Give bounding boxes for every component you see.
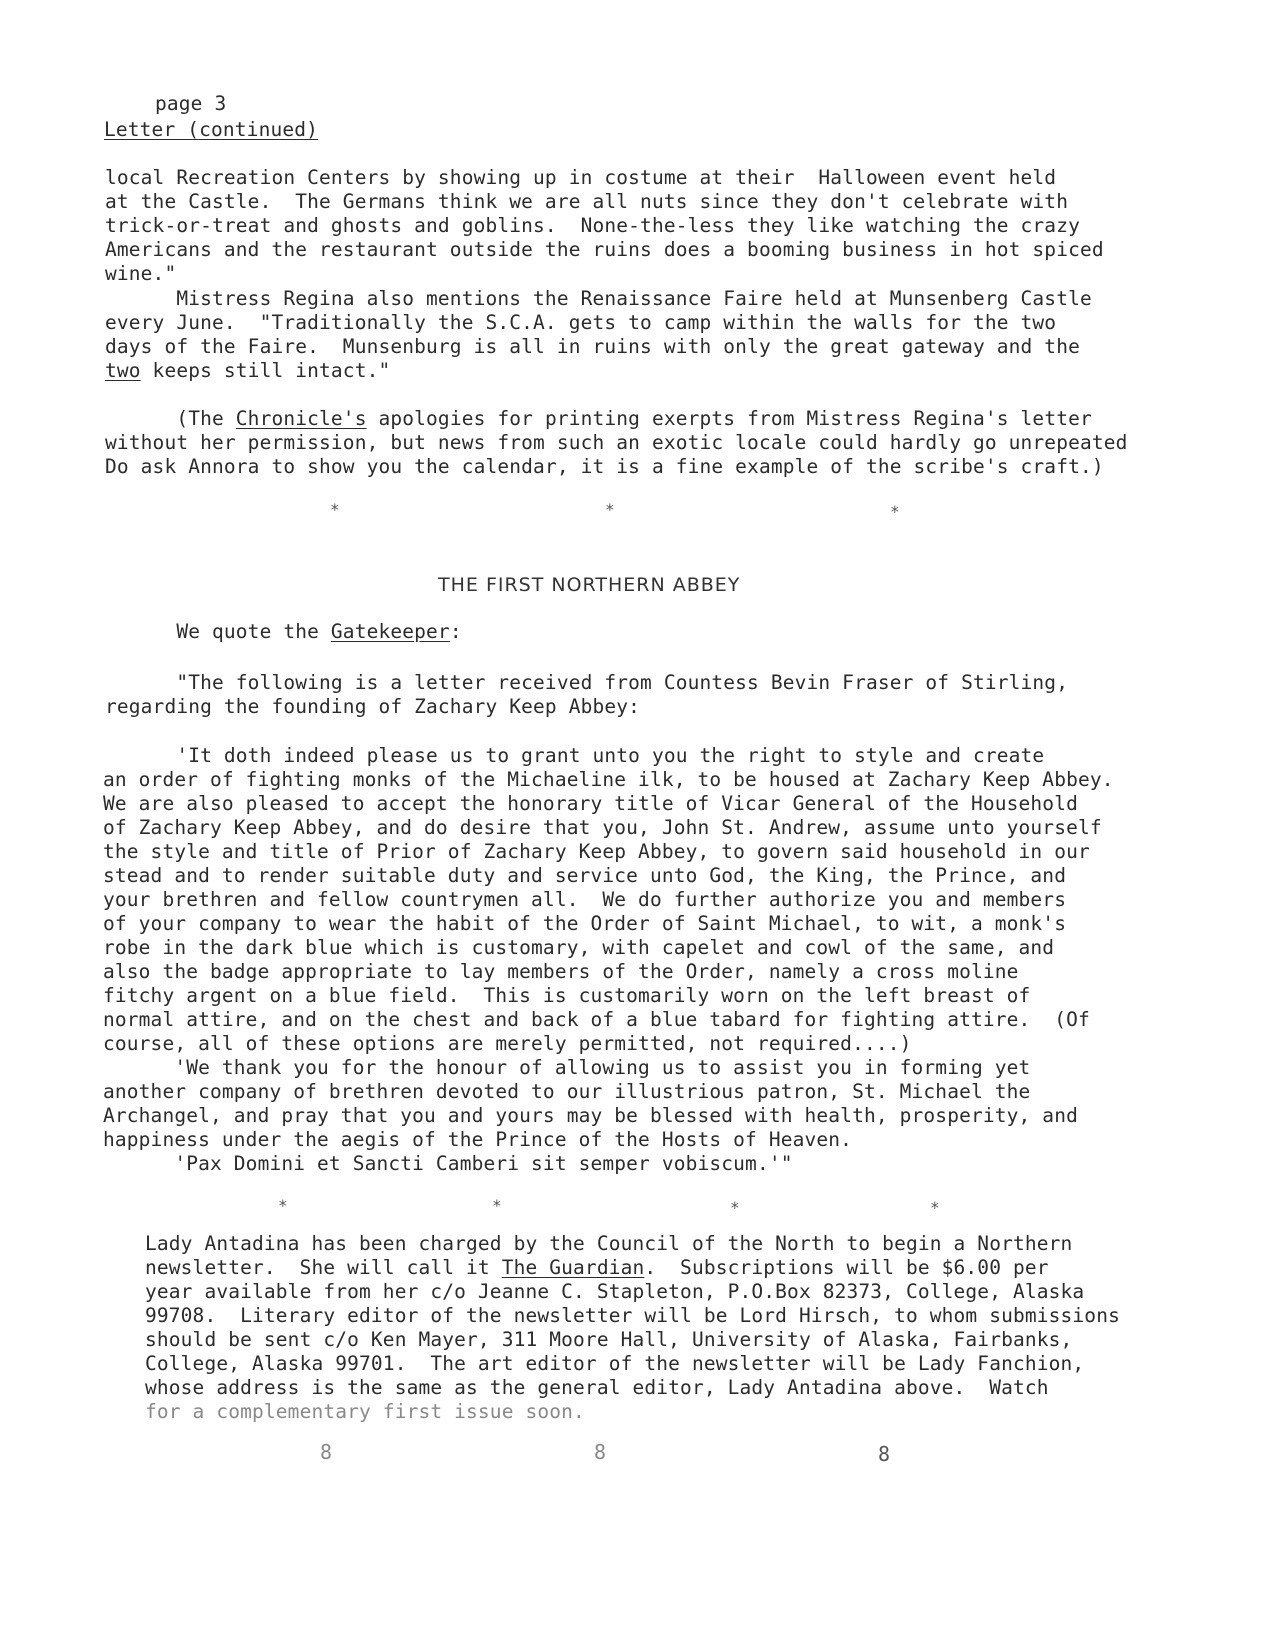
letter-line: 'Pax Domini et Sancti Camberi sit semper vobiscum.'" xyxy=(103,1152,793,1175)
line-text: newsletter. She will call it xyxy=(145,1256,502,1279)
letter-line: We are also pleased to accept the honorary title of Vicar General of the Household xyxy=(103,792,1078,815)
letter-line: wine." xyxy=(105,262,177,285)
guardian-line: College, Alaska 99701. The art editor of the newsletter will be Lady Fanchion, xyxy=(145,1352,1085,1375)
letter-line: of your company to wear the habit of the Order of Saint Michael, to wit, a monk's xyxy=(103,912,1067,935)
separator-star: * xyxy=(890,502,900,521)
letter-line: every June. "Traditionally the S.C.A. gets to camp within the walls for the two xyxy=(105,311,1057,334)
letter-line: Mistress Regina also mentions the Renaissance Faire held at Munsenberg Castle xyxy=(105,287,1092,310)
line-text: (The xyxy=(105,407,236,430)
separator-star: * xyxy=(492,1196,502,1215)
letter-line: Archangel, and pray that you and yours may be blessed with health, prosperity, and xyxy=(103,1104,1078,1127)
section-label: Letter (continued) xyxy=(104,118,319,141)
letter-line: trick-or-treat and ghosts and goblins. None-the-less they like watching the crazy xyxy=(105,214,1080,237)
separator-star: * xyxy=(930,1198,940,1217)
newsletter-title: The Guardian xyxy=(501,1256,645,1279)
letter-line: 'We thank you for the honour of allowing us to assist you in forming yet xyxy=(103,1056,1031,1079)
letter-line: the style and title of Prior of Zachary Keep Abbey, to govern said household in our xyxy=(103,840,1090,863)
guardian-line: for a complementary first issue soon. xyxy=(145,1400,585,1423)
guardian-line: year available from her c/o Jeanne C. Stapleton, P.O.Box 82373, College, Alaska xyxy=(145,1280,1085,1303)
letter-line: your brethren and fellow countrymen all. We do further authorize you and members xyxy=(103,888,1067,911)
letter-line xyxy=(105,359,390,383)
page-label: page 3 xyxy=(155,92,227,115)
quote-intro xyxy=(105,620,462,644)
letter-line: happiness under the aegis of the Prince of the Hosts of Heaven. xyxy=(103,1128,853,1151)
letter-line: Do ask Annora to show you the calendar, it is a fine example of the scribe's craft.) xyxy=(105,455,1104,478)
letter-line: stead and to render suitable duty and service unto God, the King, the Prince, and xyxy=(103,864,1067,887)
letter-line: regarding the founding of Zachary Keep Abbey: xyxy=(105,695,641,718)
letter-line: robe in the dark blue which is customary, with capelet and cowl of the same, and xyxy=(103,936,1055,959)
letter-line: of Zachary Keep Abbey, and do desire that you, John St. Andrew, assume unto yourself xyxy=(103,816,1102,839)
letter-line: at the Castle. The Germans think we are all nuts since they don't celebrate with xyxy=(105,190,1069,213)
gatekeeper-title: Gatekeeper xyxy=(330,620,450,643)
letter-line: an order of fighting monks of the Michaeline ilk, to be housed at Zachary Keep Abbey. xyxy=(103,768,1114,791)
letter-line: fitchy argent on a blue field. This is customarily worn on the left breast of xyxy=(103,984,1031,1007)
separator-star: * xyxy=(605,500,615,519)
letter-line: 'It doth indeed please us to grant unto you the right to style and create xyxy=(105,744,1045,767)
separator-star: * xyxy=(278,1196,288,1215)
letter-line: another company of brethren devoted to our illustrious patron, St. Michael the xyxy=(103,1080,1031,1103)
guardian-line: should be sent c/o Ken Mayer, 311 Moore Hall, University of Alaska, Fairbanks, xyxy=(145,1328,1073,1351)
page-number: 8 xyxy=(320,1440,333,1464)
letter-line: Americans and the restaurant outside the ruins does a booming business in hot spiced xyxy=(105,238,1104,261)
letter-line xyxy=(105,407,1092,431)
line-text: apologies for printing exerpts from Mistress Regina's letter xyxy=(366,407,1092,430)
letter-line: normal attire, and on the chest and back of a blue tabard for fighting attire. (Of xyxy=(103,1008,1090,1031)
line-text: We quote the xyxy=(105,620,331,643)
section-heading: THE FIRST NORTHERN ABBEY xyxy=(438,574,741,596)
separator-star: * xyxy=(330,500,340,519)
underlined-word: two xyxy=(105,359,141,382)
letter-line: days of the Faire. Munsenburg is all in ruins with only the great gateway and the xyxy=(105,335,1080,358)
guardian-line: Lady Antadina has been charged by the Council of the North to begin a Northern xyxy=(145,1232,1073,1255)
letter-line: "The following is a letter received from Countess Bevin Fraser of Stirling, xyxy=(105,671,1069,694)
guardian-line xyxy=(145,1256,1049,1280)
chronicle-title: Chronicle's xyxy=(235,407,367,430)
line-text: keeps still intact." xyxy=(140,359,391,382)
page-number: 8 xyxy=(594,1440,607,1464)
letter-line: course, all of these options are merely permitted, not required....) xyxy=(103,1032,912,1055)
line-text: : xyxy=(449,620,462,643)
guardian-line: 99708. Literary editor of the newsletter will be Lord Hirsch, to whom submissions xyxy=(145,1304,1120,1327)
separator-star: * xyxy=(730,1198,740,1217)
letter-line: local Recreation Centers by showing up in costume at their Halloween event held xyxy=(105,166,1057,189)
letter-line: also the badge appropriate to lay members of the Order, namely a cross moline xyxy=(103,960,1019,983)
guardian-line: whose address is the same as the general editor, Lady Antadina above. Watch xyxy=(145,1376,1049,1399)
line-text: . Subscriptions will be $6.00 per xyxy=(644,1256,1049,1279)
letter-line: without her permission, but news from such an exotic locale could hardly go unrepeated xyxy=(105,431,1128,454)
page-number: 8 xyxy=(878,1442,891,1466)
